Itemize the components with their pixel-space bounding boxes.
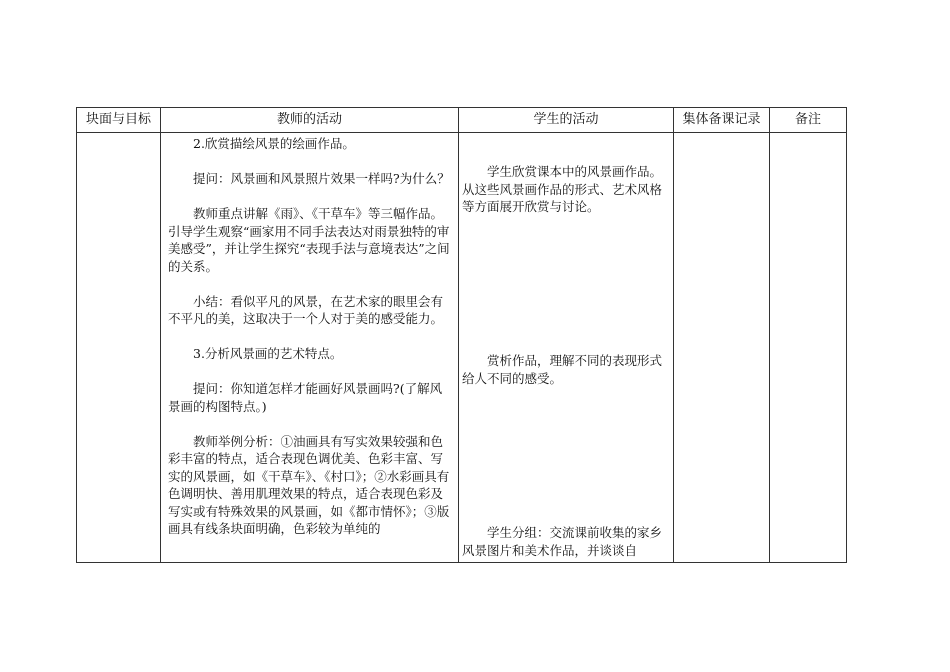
teacher-paragraph: 小结：看似平凡的风景，在艺术家的眼里会有不平凡的美，这取决于一个人对于美的感受能力。 (168, 293, 444, 326)
teacher-paragraph: 教师举例分析：①油画具有写实效果较强和色彩丰富的特点，适合表现色调优美、色彩丰富、写实的风景画，如《干草车》、《村口》；②水彩画具有色调明快、善用肌理效果的特点，适合表现色彩及写实或有特殊效果的风景画，如《都市情怀》；③版画具有线条块面明确，色彩较为单纯的 (168, 433, 450, 536)
teacher-paragraph: 提问：你知道怎样才能画好风景画吗?(了解风景画的构图特点。) (168, 381, 443, 414)
header-teacher-activity: 教师的活动 (276, 112, 342, 127)
column-divider (769, 108, 770, 562)
column-divider (673, 108, 674, 562)
header-student-activity: 学生的活动 (533, 112, 599, 127)
student-paragraph: 赏析作品，理解不同的表现形式给人不同的感受。 (462, 353, 663, 386)
header-block-and-goal: 块面与目标 (85, 112, 151, 127)
header-divider (77, 132, 846, 133)
lesson-plan-table (76, 107, 847, 563)
teacher-paragraph: 2.欣赏描绘风景的绘画作品。 (193, 136, 355, 151)
student-activity-text (462, 163, 672, 216)
teacher-activity-cell (168, 135, 450, 538)
teacher-paragraph: 提问：风景画和风景照片效果一样吗?为什么？ (193, 171, 450, 186)
teacher-paragraph: 教师重点讲解《雨》、《干草车》等三幅作品。引导学生观察“画家用不同手法表达对雨景独特的审美感受”，并让学生探究“表现手法与意境表达”之间的关系。 (168, 206, 450, 274)
teacher-paragraph: 3.分析风景画的艺术特点。 (193, 346, 343, 361)
header-remarks: 备注 (794, 112, 821, 127)
student-activity-text (462, 352, 672, 387)
column-divider (458, 108, 459, 562)
column-divider (160, 108, 161, 562)
student-activity-text (462, 524, 672, 559)
header-group-prep-notes: 集体备课记录 (682, 112, 761, 127)
student-paragraph: 学生欣赏课本中的风景画作品。从这些风景画作品的形式、艺术风格等方面展开欣赏与讨论。 (462, 164, 663, 214)
student-paragraph: 学生分组：交流课前收集的家乡风景图片和美术作品，并谈谈自 (462, 525, 663, 558)
